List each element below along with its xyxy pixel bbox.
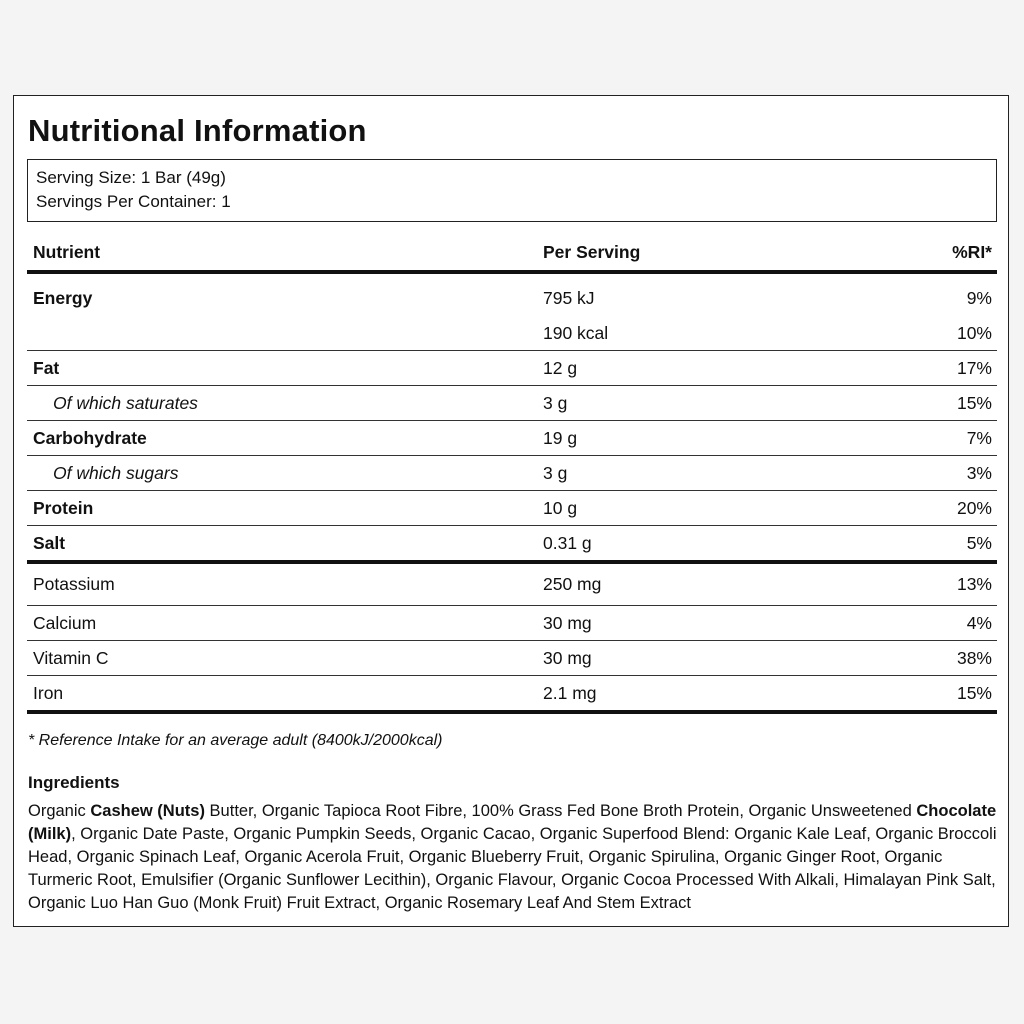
table-row-calcium [27,606,997,641]
table-row-salt [27,526,997,563]
ingredients-part: Butter, Organic Tapioca Root Fibre, 100% Grass Fed Bone Broth Protein, Organic Unsweetened [204,802,917,820]
nutrient-amount: 10 g [537,491,843,526]
nutrition-table [27,234,997,714]
page-title: Nutritional Information [28,113,367,148]
nutrient-name: Protein [27,491,537,526]
ingredients-part: , Organic Date Paste, Organic Pumpkin Seeds, Organic Cacao, Organic Superfood Blend: Organic Kale Leaf, Organic Broccoli Head, Organic Spinach Leaf, Organic Acerola Fruit, Organic Blueberry Fruit, Organic Spirulina, Organic Ginger Root, Organic Turmeric Root, Emulsifier (Organic Sunflower Lecithin), Organic Flavour, Organic Cocoa Processed With Alkali, Himalayan Pink Salt, Organic Luo Han Guo (Monk Fruit) Fruit Extract, Organic Rosemary Leaf And Stem Extract [28,825,997,912]
nutrient-ri: 38% [843,641,997,676]
nutrient-name: Vitamin C [27,641,537,676]
allergen-milk: Chocolate (Milk) [28,802,997,843]
ingredients-heading: Ingredients [28,773,120,792]
nutrient-amount: 795 kJ [543,287,595,308]
table-row-carbohydrate [27,421,997,456]
nutrient-amount: 3 g [537,386,843,421]
table-row-potassium [27,562,997,606]
ingredients-part: Organic [28,802,91,820]
table-header-row [27,234,997,272]
serving-info-box [27,159,997,222]
table-row-saturates [27,386,997,421]
nutrient-name: Of which sugars [27,456,537,491]
nutrient-ri: 5% [843,526,997,563]
nutrient-ri: 4% [843,606,997,641]
nutrient-amount: 2.1 mg [537,676,843,713]
servings-per-container: Servings Per Container: 1 [36,192,231,211]
nutrient-ri: 20% [843,491,997,526]
nutrient-ri: 15% [843,676,997,713]
table-row-iron [27,676,997,713]
nutrient-ri: 13% [843,562,997,606]
header-nutrient: Nutrient [27,234,537,272]
table-row-energy-kj [27,272,997,316]
nutrient-ri: 7% [843,421,997,456]
nutrient-amount: 30 mg [537,641,843,676]
nutrition-panel [13,95,1009,927]
nutrient-name: Fat [27,351,537,386]
nutrient-amount: 3 g [537,456,843,491]
nutrient-ri: 10% [843,316,997,351]
nutrient-name-empty [27,316,537,351]
nutrient-amount: 0.31 g [537,526,843,563]
ri-footnote: * Reference Intake for an average adult (8400kJ/2000kcal) [28,732,443,749]
header-ri: %RI* [843,234,997,272]
nutrient-ri: 17% [843,351,997,386]
ingredients-text [28,800,1003,915]
nutrient-ri: 3% [843,456,997,491]
allergen-cashew: Cashew (Nuts) [90,802,205,820]
nutrient-name: Energy [33,287,93,308]
table-row-protein [27,491,997,526]
table-row-energy-kcal [27,316,997,351]
nutrient-name: Salt [27,526,537,563]
nutrient-amount: 30 mg [537,606,843,641]
table-row-sugars [27,456,997,491]
nutrient-amount: 250 mg [537,562,843,606]
nutrient-name: Calcium [27,606,537,641]
nutrient-amount: 19 g [537,421,843,456]
nutrient-ri: 15% [843,386,997,421]
nutrient-name: Potassium [27,562,537,606]
nutrient-name: Iron [27,676,537,713]
table-row-vitamin-c [27,641,997,676]
header-per-serving: Per Serving [537,234,843,272]
nutrient-amount: 190 kcal [537,316,843,351]
nutrient-amount: 12 g [537,351,843,386]
nutrient-name: Of which saturates [27,386,537,421]
nutrient-ri: 9% [966,287,992,308]
table-row-fat [27,351,997,386]
serving-size: Serving Size: 1 Bar (49g) [36,168,226,187]
nutrient-name: Carbohydrate [27,421,537,456]
